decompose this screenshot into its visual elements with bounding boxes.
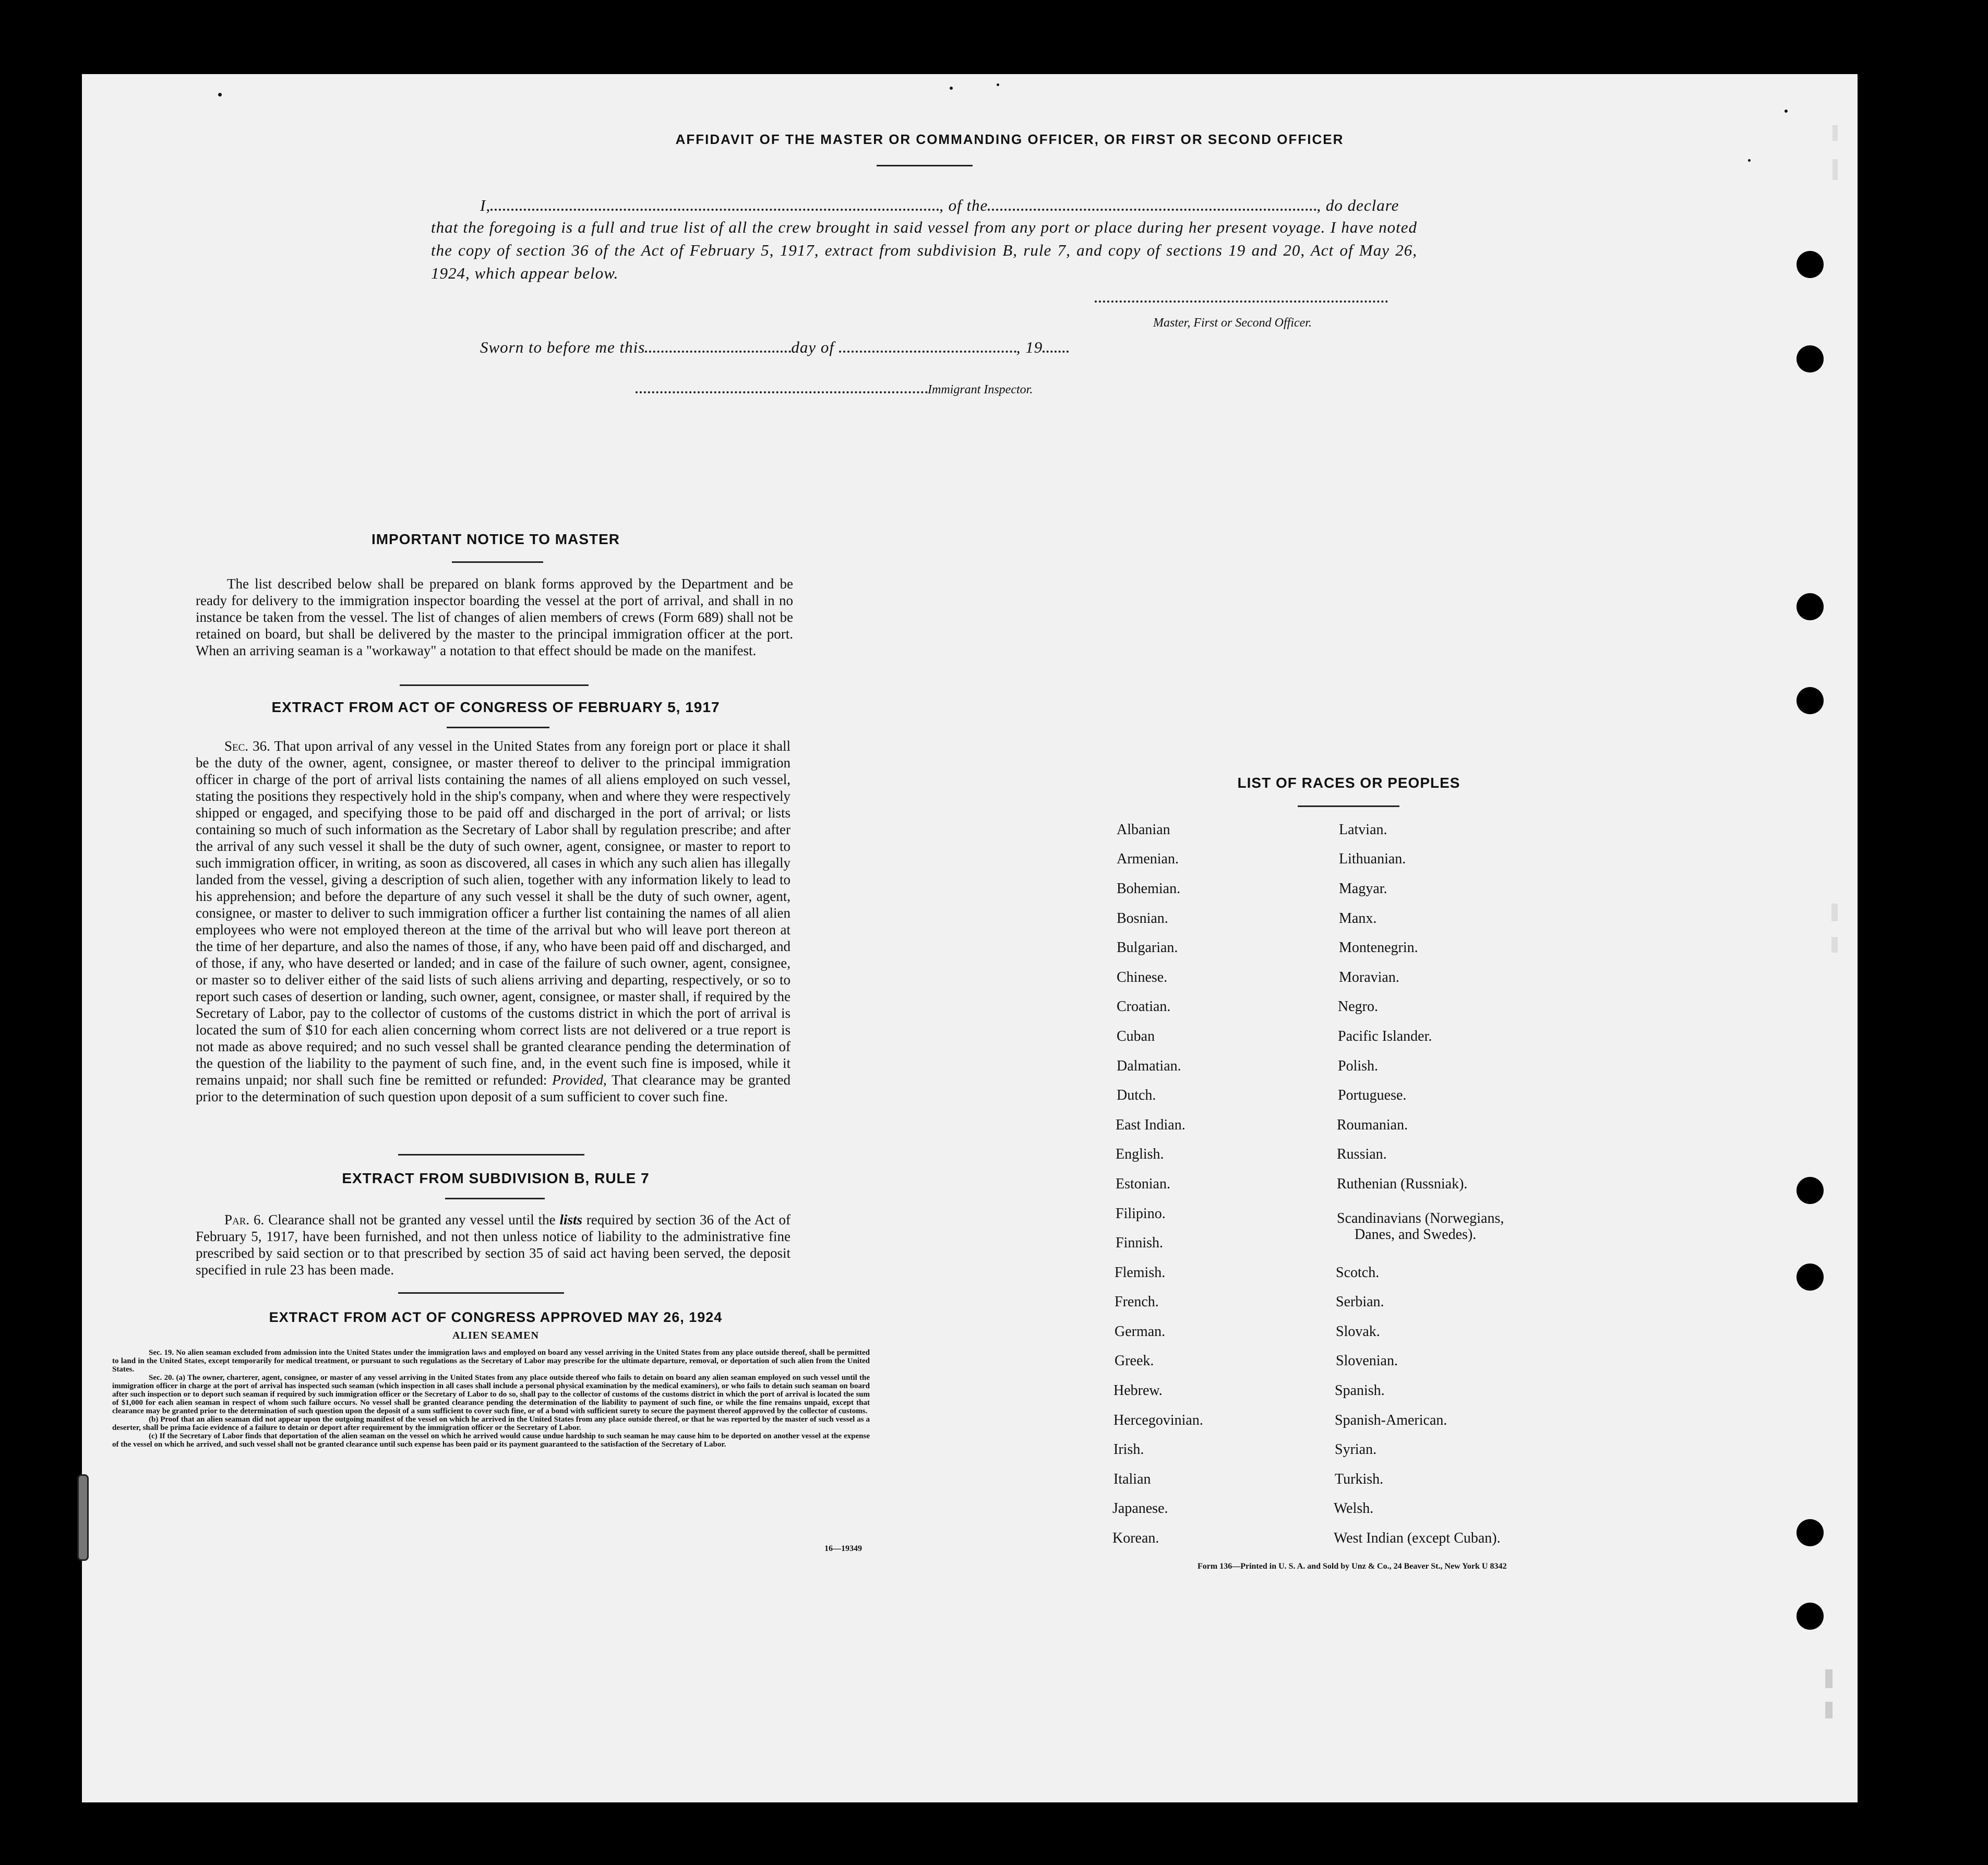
divider bbox=[445, 1198, 545, 1199]
section-20b-text: (b) Proof that an alien seaman did not appear upon the outgoing manifest of the vessel on which he arrived in the United States from any place outside thereof, or that he was reported by the master of such vessel as a deserter, shall be prima facie evidence of a failure to detain or deport after requirement by the immigration officer or the Secretary of Labor. bbox=[112, 1415, 870, 1432]
race-left-item: Cuban bbox=[1117, 1028, 1155, 1044]
race-right-item: Welsh. bbox=[1334, 1500, 1374, 1517]
race-left-item: Armenian. bbox=[1117, 851, 1179, 867]
race-right-item: Russian. bbox=[1337, 1146, 1387, 1162]
race-left-item: Flemish. bbox=[1115, 1265, 1166, 1281]
lists-word: lists bbox=[559, 1212, 583, 1228]
notice-title: IMPORTANT NOTICE TO MASTER bbox=[371, 531, 620, 547]
vessel-name-blank[interactable] bbox=[988, 193, 1316, 211]
race-right-item: Scandinavians (Norwegians, bbox=[1337, 1210, 1504, 1226]
race-right-item: Spanish-American. bbox=[1335, 1412, 1447, 1428]
race-left-item: East Indian. bbox=[1116, 1117, 1185, 1133]
race-right-item: Portuguese. bbox=[1338, 1087, 1407, 1103]
signature-line[interactable] bbox=[1095, 298, 1388, 303]
inspector-signature-blank[interactable] bbox=[636, 381, 928, 393]
form-code: 16—19349 bbox=[824, 1544, 862, 1553]
race-left-item: English. bbox=[1116, 1146, 1164, 1162]
declarant-prefix: I, bbox=[480, 196, 491, 214]
section-36-label: Sec. 36. bbox=[224, 738, 270, 754]
punch-hole bbox=[1797, 1519, 1824, 1546]
race-left-item: Korean. bbox=[1112, 1530, 1159, 1546]
edge-mark bbox=[1833, 125, 1838, 141]
affidavit-title: AFFIDAVIT OF THE MASTER OR COMMANDING OFFICER, OR FIRST OR SECOND OFFICER bbox=[675, 131, 1344, 147]
edge-mark bbox=[1825, 1669, 1833, 1688]
race-left-item: Bulgarian. bbox=[1117, 940, 1178, 956]
race-right-item: Scotch. bbox=[1336, 1265, 1380, 1281]
race-right-item: Pacific Islander. bbox=[1338, 1028, 1432, 1044]
race-right-item: Ruthenian (Russniak). bbox=[1337, 1176, 1468, 1192]
race-left-item: German. bbox=[1115, 1323, 1166, 1340]
race-left-item: Irish. bbox=[1113, 1441, 1144, 1458]
race-left-item: Estonian. bbox=[1116, 1176, 1170, 1192]
edge-mark bbox=[1831, 937, 1838, 953]
races-title: LIST OF RACES OR PEOPLES bbox=[1237, 775, 1460, 791]
race-right-item: Roumanian. bbox=[1337, 1117, 1408, 1133]
race-left-item: French. bbox=[1115, 1294, 1159, 1310]
edge-mark bbox=[1831, 904, 1838, 921]
extract-1917-title: EXTRACT FROM ACT OF CONGRESS OF FEBRUARY 5, 1917 bbox=[271, 699, 720, 715]
race-right-item: Manx. bbox=[1339, 910, 1377, 927]
race-right-item: Slovak. bbox=[1336, 1323, 1380, 1340]
races-list bbox=[1111, 822, 1529, 1552]
paragraph-6-body-a: Clearance shall not be granted any vessel until the bbox=[268, 1212, 556, 1228]
declare-suffix: , do declare bbox=[1316, 196, 1399, 214]
divider bbox=[452, 561, 543, 563]
form-footer: Form 136—Printed in U. S. A. and Sold by Unz & Co., 24 Beaver St., New York U 8342 bbox=[1197, 1562, 1507, 1571]
race-left-item: Croatian. bbox=[1117, 998, 1171, 1015]
race-left-item: Hebrew. bbox=[1113, 1382, 1163, 1399]
race-left-item: Albanian bbox=[1117, 822, 1170, 838]
punch-hole bbox=[1797, 1603, 1824, 1630]
vessel-prefix: , of the bbox=[939, 196, 988, 214]
divider bbox=[877, 165, 973, 166]
race-right-item: Latvian. bbox=[1339, 822, 1387, 838]
divider bbox=[447, 727, 549, 728]
divider bbox=[400, 684, 589, 686]
sworn-line bbox=[480, 335, 1069, 359]
section-19-text: Sec. 19. No alien seaman excluded from admission into the United States under the immigration laws and employed on board any vessel arriving in the United States from any place outside thereof, shall be permitted to land in the United States, except temporarily for medical treatment, or pursuant to such regulations as the Secretary of Labor may prescribe for the ultimate departure, removal, or deportation of such alien from the United States. bbox=[112, 1349, 870, 1374]
proviso-word: Provided, bbox=[552, 1072, 607, 1088]
race-right-item: Moravian. bbox=[1339, 969, 1399, 985]
punch-hole bbox=[1797, 251, 1824, 278]
sworn-year-blank[interactable] bbox=[1043, 335, 1069, 353]
section-36-body: That upon arrival of any vessel in the United States from any foreign port or place it shall be the duty of the owner, agent, consignee, or master thereof to deliver to the principal immigration officer in charge of the port of arrival lists containing the names of all aliens employed on such vessel, stating the positions they respectively hold in the ship's company, when and where they were respectively shipped or engaged, and specifying those to be paid off and discharged in the port of arrival; or lists containing so much of such information as the Secretary of Labor shall by regulation prescribe; and after the arrival of any such vessel it shall be the duty of such owner, agent, consignee, or master to report to such immigration officer, in writing, as soon as discovered, all cases in which any such alien has illegally landed from the vessel, giving a description of such alien, together with any information likely to lead to his apprehension; and before the departure of any such vessel it shall be the duty of such owner, agent, consignee, or master to deliver to such immigration officer a further list containing the names of all alien employees who were not employed thereon at the time of the arrival but who will leave port thereon at the time of her departure, and also the names of those, if any, who have been paid off and discharged, and of those, if any, who have deserted or landed; and in case of the failure of such owner, agent, consignee, or master so to deliver either of the said lists of such aliens arriving and departing, respectively, or so to report such cases of desertion or landing, such owner, agent, consignee, or master shall, if required by the Secretary of Labor, pay to the collector of customs of the customs district in which the port of arrival is located the sum of $10 for each alien concerning whom correct lists are not delivered or a true report is not made as above required; and no such vessel shall be granted clearance pending the determination of the question of the liability to the payment of such fine, and, in the event such fine is imposed, while it remains unpaid; nor shall such fine be remitted or refunded: bbox=[196, 738, 791, 1088]
punch-hole bbox=[1797, 593, 1824, 620]
race-left-item: Dalmatian. bbox=[1117, 1058, 1181, 1074]
notice-text: The list described below shall be prepared on blank forms approved by the Department and be ready for delivery to the immigration inspector boarding the vessel at the port of arrival, and shall in no instance be taken from the vessel. The list of changes of alien members of crews (Form 689) shall not be retained on board, but shall be delivered by the master to the principal immigration officer at the port. When an arriving seaman is a "workaway" a notation to that effect should be made on the manifest. bbox=[196, 576, 793, 658]
race-right-item: Syrian. bbox=[1335, 1441, 1377, 1458]
race-left-item: Hercegovinian. bbox=[1113, 1412, 1203, 1428]
race-right-item: Negro. bbox=[1338, 998, 1378, 1015]
race-right-item: Montenegrin. bbox=[1339, 940, 1418, 956]
divider bbox=[398, 1292, 564, 1294]
paragraph-6-body-b: required by section 36 of the Act of February 5, 1917, have been furnished, and not then unless notice of liability to the administrative fine prescribed by said section or to that prescribed by section 35 of said act having been served, the deposit specified in rule 23 has been made. bbox=[196, 1212, 791, 1278]
extract-1924-title: EXTRACT FROM ACT OF CONGRESS APPROVED MAY 26, 1924 bbox=[269, 1309, 723, 1325]
affidavit-declaration-line bbox=[480, 193, 1419, 217]
edge-mark bbox=[1833, 159, 1838, 180]
divider bbox=[1298, 805, 1399, 807]
dust-speck bbox=[950, 87, 953, 90]
binding-clip bbox=[77, 1474, 89, 1561]
race-right-item: Danes, and Swedes). bbox=[1355, 1226, 1477, 1243]
race-left-item: Italian bbox=[1113, 1471, 1151, 1487]
dust-speck bbox=[1785, 110, 1788, 113]
race-right-item: Slovenian. bbox=[1336, 1353, 1398, 1369]
race-right-item: Magyar. bbox=[1339, 881, 1387, 897]
race-left-item: Japanese. bbox=[1112, 1500, 1168, 1517]
race-left-item: Greek. bbox=[1115, 1353, 1154, 1369]
race-right-item: Turkish. bbox=[1335, 1471, 1384, 1487]
edge-mark bbox=[1825, 1702, 1833, 1718]
proviso-text: That clearance may be granted prior to the determination of such question upon deposit of a sum sufficient to cover such fine. bbox=[196, 1072, 791, 1104]
section-20a-text: Sec. 20. (a) The owner, charterer, agent, consignee, or master of any vessel arriving in the United States from any place outside thereof who fails to detain on board any alien seaman employed on such vessel until the immigration officer in charge at the port of arrival has inspected such seaman (which inspection in all cases shall include a personal physical examination by the medical examiners), or who fails to detain such seaman on board after such inspection or to deport such seaman if required by such immigration officer or the Secretary of Labor to do so, shall pay to the collector of customs of the customs district in which the port of arrival is located the sum of $1,000 for each alien seaman in respect of whom such failure occurs. No vessel shall be granted clearance pending the determination of the liability to payment of such fine, or while the fine remains unpaid, except that clearance may be granted prior to the determination of such question upon the deposit of a sum sufficient to cover such fine, or of a bond with sufficient surety to secure the payment thereof approved by the collector of customs. bbox=[112, 1374, 870, 1415]
race-left-item: Dutch. bbox=[1117, 1087, 1156, 1103]
section-20c-text: (c) If the Secretary of Labor finds that deportation of the alien seaman on the vessel on which he arrived would cause undue hardship to such seaman he may cause him to be deported on another vessel at the expense of the vessel on which he arrived, and such vessel shall not be granted clearance until such expense has been paid or its payment guaranteed to the satisfaction of the Secretary of Labor. bbox=[112, 1432, 870, 1449]
subdivision-b-text bbox=[196, 1211, 791, 1278]
dust-speck bbox=[1748, 159, 1751, 162]
paragraph-6-label: Par. 6. bbox=[224, 1212, 265, 1228]
punch-hole bbox=[1797, 1264, 1824, 1291]
punch-hole bbox=[1797, 345, 1824, 372]
race-right-item: Serbian. bbox=[1336, 1294, 1384, 1310]
punch-hole bbox=[1797, 1177, 1824, 1204]
punch-hole bbox=[1797, 687, 1824, 714]
declarant-name-blank[interactable] bbox=[490, 193, 939, 211]
extract-1917-text bbox=[196, 738, 791, 1105]
dust-speck bbox=[997, 83, 999, 86]
sworn-month-blank[interactable] bbox=[839, 335, 1016, 353]
race-right-item: Polish. bbox=[1338, 1058, 1379, 1074]
race-left-item: Filipino. bbox=[1116, 1206, 1166, 1222]
dust-speck bbox=[218, 93, 222, 97]
extract-1924-body bbox=[112, 1349, 870, 1449]
affidavit-text: that the foregoing is a full and true list of all the crew brought in said vessel from any port or place during her present voyage. I have noted the copy of section 36 of the Act of February 5, 1917, extract from subdivision B, rule 7, and copy of sections 19 and 20, Act of May 26, 1924, which appear below. bbox=[431, 218, 1417, 282]
race-right-item: Lithuanian. bbox=[1339, 851, 1406, 867]
year-prefix: , 19 bbox=[1016, 338, 1043, 356]
race-left-item: Chinese. bbox=[1117, 969, 1168, 985]
inspector-caption: Immigrant Inspector. bbox=[928, 383, 1033, 396]
signature-caption: Master, First or Second Officer. bbox=[1153, 316, 1312, 330]
race-left-item: Bosnian. bbox=[1117, 910, 1168, 927]
sworn-prefix: Sworn to before me this bbox=[480, 338, 645, 356]
sworn-day-blank[interactable] bbox=[645, 335, 791, 353]
race-right-item: West Indian (except Cuban). bbox=[1334, 1530, 1501, 1546]
day-of-label: day of bbox=[791, 338, 834, 356]
subdivision-b-title: EXTRACT FROM SUBDIVISION B, RULE 7 bbox=[342, 1170, 650, 1186]
race-right-item: Spanish. bbox=[1335, 1382, 1385, 1399]
race-left-item: Finnish. bbox=[1116, 1235, 1164, 1251]
race-left-item: Bohemian. bbox=[1117, 881, 1181, 897]
inspector-line bbox=[636, 381, 1033, 397]
divider bbox=[398, 1154, 584, 1156]
alien-seamen-subtitle: ALIEN SEAMEN bbox=[452, 1330, 539, 1341]
